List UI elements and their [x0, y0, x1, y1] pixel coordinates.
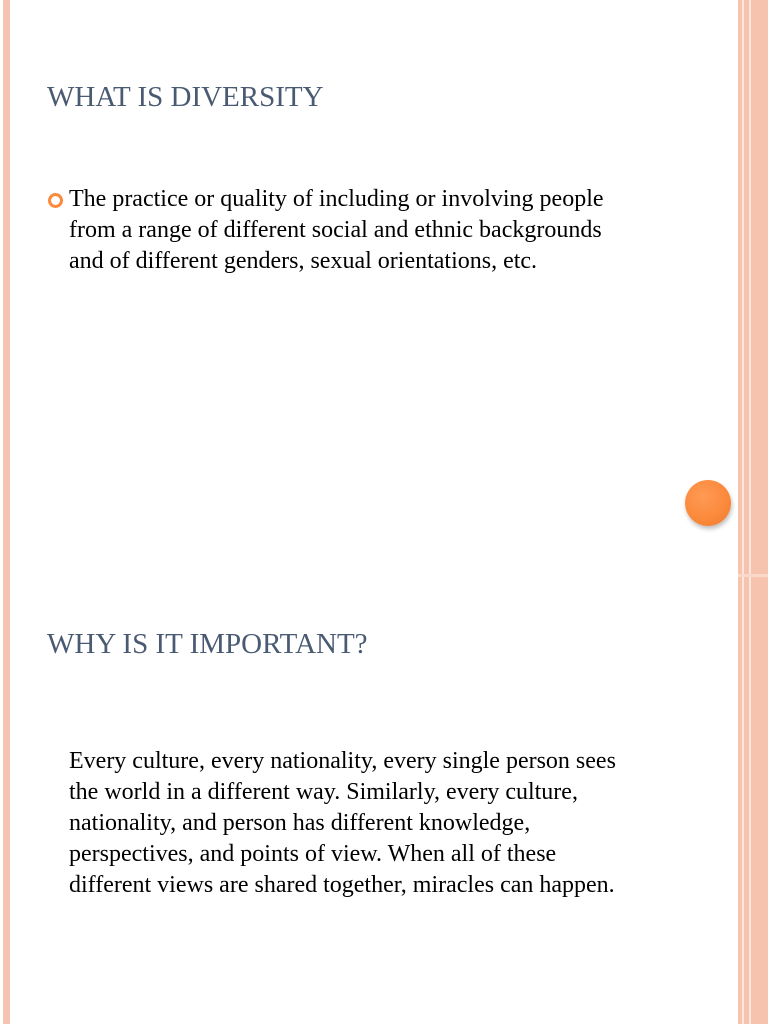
- band-line: [742, 0, 744, 1024]
- slide-title-what-is-diversity: WHAT IS DIVERSITY: [47, 81, 324, 113]
- slide-title-why-important: WHY IS IT IMPORTANT?: [47, 628, 368, 660]
- ring-bullet-icon: [48, 193, 63, 208]
- bullet-line: and of different genders, sexual orientations, etc.: [69, 248, 538, 274]
- paragraph-line: perspectives, and points of view. When all of these: [69, 841, 557, 867]
- paragraph-line: Every culture, every nationality, every single person sees: [69, 748, 616, 774]
- definition-bullet-text: [69, 184, 669, 277]
- paragraph-line: nationality, and person has different knowledge,: [69, 810, 531, 836]
- paragraph-line: the world in a different way. Similarly, every culture,: [69, 779, 578, 805]
- orange-circle-ornament-icon: [685, 480, 731, 526]
- page-break-seam: [738, 574, 768, 577]
- bullet-line: from a range of different social and ethnic backgrounds: [69, 217, 602, 243]
- importance-paragraph: [69, 746, 669, 901]
- bullet-line: The practice or quality of including or involving people: [69, 186, 604, 212]
- right-decorative-band: [738, 0, 768, 1024]
- left-decorative-stripe: [3, 0, 10, 1024]
- band-line: [749, 0, 751, 1024]
- paragraph-line: different views are shared together, miracles can happen.: [69, 872, 615, 898]
